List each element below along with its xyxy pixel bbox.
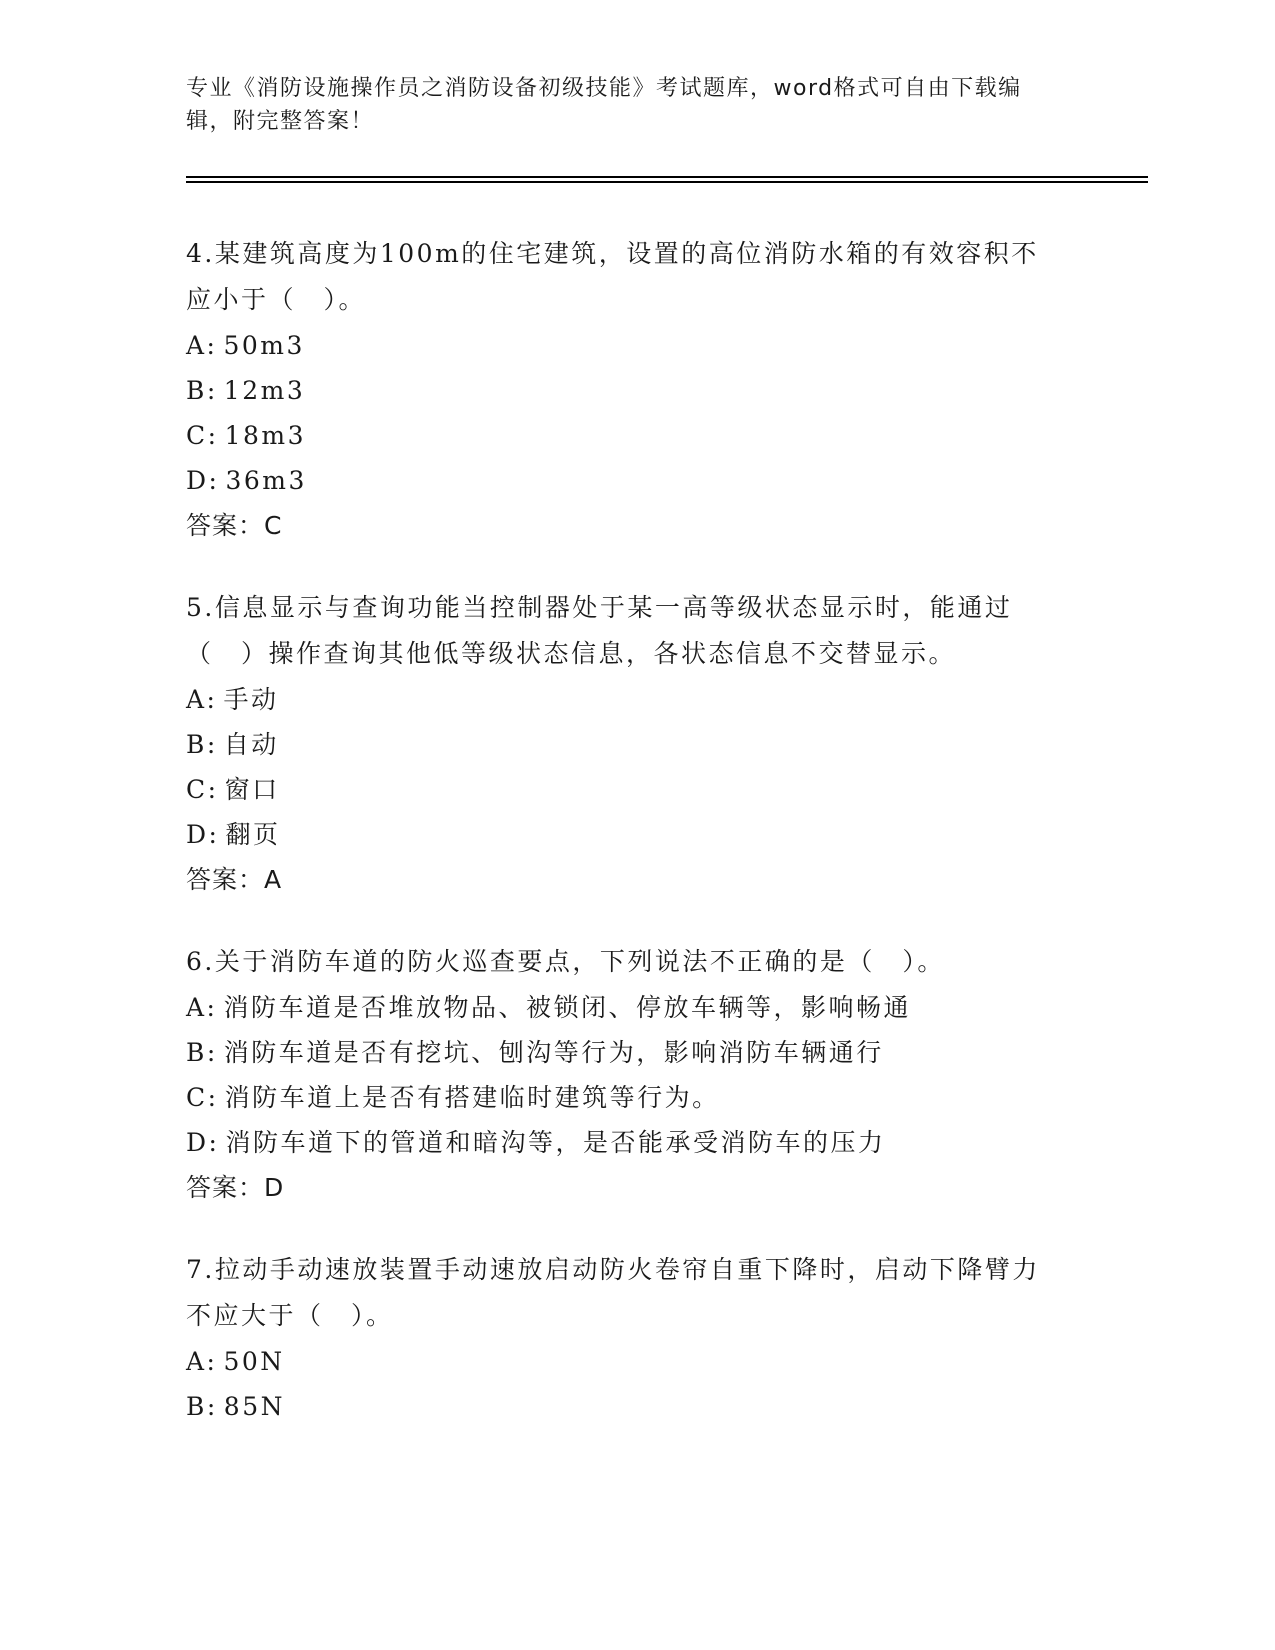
option-letter: B: [186, 376, 218, 405]
option-text: 50m3 [223, 331, 305, 360]
option-text: 窗口 [224, 775, 280, 804]
question-4 [186, 231, 1086, 548]
option-text: 手动 [223, 685, 279, 714]
question-text: 5.信息显示与查询功能当控制器处于某一高等级状态显示时，能通过（ ）操作查询其他低等级状态信息，各状态信息不交替显示。 [186, 593, 1013, 668]
option-text: 自动 [223, 730, 279, 759]
option-letter: C: [186, 1083, 219, 1112]
option-letter: A: [186, 331, 218, 360]
option-letter: C: [186, 421, 219, 450]
question-7 [186, 1247, 1086, 1429]
option-b [186, 722, 1086, 767]
option-text: 85N [223, 1392, 285, 1421]
option-letter: B: [186, 730, 218, 759]
option-b [186, 1384, 1086, 1429]
answer-line: 答案：A [186, 865, 283, 894]
option-letter: D: [186, 466, 220, 495]
option-c [186, 767, 1086, 812]
option-text: 12m3 [223, 376, 306, 405]
document-header: 专业《消防设施操作员之消防设备初级技能》考试题库，word格式可自由下载编辑，附完整答案！ [186, 76, 1022, 134]
option-a [186, 985, 1086, 1030]
question-text: 4.某建筑高度为100m的住宅建筑，设置的高位消防水箱的有效容积不应小于（ ）。 [186, 239, 1039, 314]
option-text: 消防车道是否有挖坑、刨沟等行为，影响消防车辆通行 [223, 1038, 884, 1067]
option-text: 50N [223, 1347, 285, 1376]
option-b [186, 368, 1086, 413]
question-5 [186, 585, 1086, 902]
option-letter: A: [186, 993, 218, 1022]
option-text: 36m3 [225, 466, 307, 495]
option-letter: D: [186, 1128, 220, 1157]
question-6 [186, 939, 1086, 1210]
header-divider-top [186, 176, 1148, 178]
option-letter: A: [186, 685, 218, 714]
option-a [186, 677, 1086, 722]
option-letter: D: [186, 820, 220, 849]
option-text: 翻页 [225, 820, 281, 849]
header-divider-bottom [186, 181, 1148, 183]
option-c [186, 1075, 1086, 1120]
option-a [186, 323, 1086, 368]
answer-line: 答案：D [186, 1173, 285, 1202]
option-text: 18m3 [224, 421, 306, 450]
option-a [186, 1339, 1086, 1384]
question-text: 6.关于消防车道的防火巡查要点，下列说法不正确的是（ ）。 [186, 947, 945, 976]
option-letter: B: [186, 1038, 218, 1067]
option-letter: A: [186, 1347, 218, 1376]
option-b [186, 1030, 1086, 1075]
option-d [186, 1120, 1086, 1165]
option-text: 消防车道上是否有搭建临时建筑等行为。 [224, 1083, 720, 1112]
option-text: 消防车道下的管道和暗沟等，是否能承受消防车的压力 [225, 1128, 886, 1157]
answer-line: 答案：C [186, 511, 283, 540]
question-text: 7.拉动手动速放装置手动速放启动防火卷帘自重下降时，启动下降臂力不应大于（ ）。 [186, 1255, 1040, 1330]
option-d [186, 458, 1086, 503]
option-text: 消防车道是否堆放物品、被锁闭、停放车辆等，影响畅通 [223, 993, 911, 1022]
option-letter: B: [186, 1392, 218, 1421]
question-list [186, 231, 1086, 1466]
option-letter: C: [186, 775, 219, 804]
option-c [186, 413, 1086, 458]
option-d [186, 812, 1086, 857]
